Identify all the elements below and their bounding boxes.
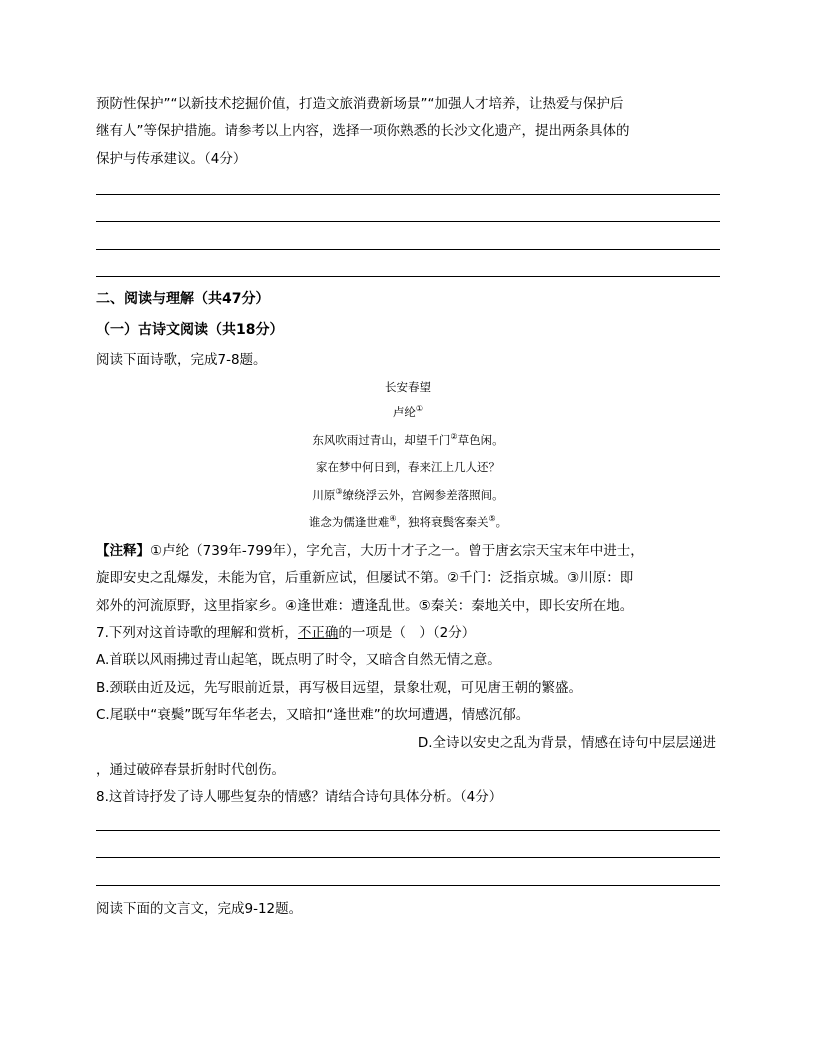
- answer-line[interactable]: [96, 857, 720, 858]
- footnote-marker: ③: [335, 487, 343, 497]
- option-d-line-2[interactable]: ，通过破碎春景折射时代创伤。: [96, 762, 285, 778]
- notes-line-3: 郊外的河流原野，这里指家乡。④逢世难：遭逢乱世。⑤秦关：秦地关中，即长安所在地。: [96, 598, 634, 614]
- notes-label: 【注释】: [96, 543, 150, 559]
- poem-line-4: [0, 514, 816, 530]
- question-7-stem: [96, 624, 475, 642]
- notes-text: ①卢纶（739年-799年），字允言，大历十才子之一。曾于唐玄宗天宝末年中进士，: [150, 543, 644, 559]
- question-8-stem: 8.这首诗抒发了诗人哪些复杂的情感？请结合诗句具体分析。（4分）: [96, 789, 503, 805]
- poem-line-text: 东风吹雨过青山，却望千门: [312, 433, 451, 447]
- footnote-marker: ①: [415, 404, 424, 414]
- answer-line[interactable]: [96, 885, 720, 886]
- poem-instruction: 阅读下面诗歌，完成7-8题。: [96, 352, 267, 368]
- notes-line-1: [96, 542, 644, 560]
- footnote-marker: ④: [389, 514, 397, 524]
- poem-line-text: 缭绕浮云外，宫阙参差落照间。: [342, 488, 504, 502]
- footnote-marker: ②: [450, 432, 458, 442]
- notes-line-2: 旋即安史之乱爆发，未能为官，后重新应试，但屡试不第。②千门：泛指京城。③川原：即: [96, 570, 634, 586]
- poem-author-name: 卢纶: [392, 405, 416, 419]
- intro-line-2: 继有人”等保护措施。请参考以上内容，选择一项你熟悉的长沙文化遗产，提出两条具体的: [96, 123, 630, 139]
- footnote-marker: ⑤: [488, 514, 496, 524]
- poem-author: [0, 404, 816, 420]
- poem-line-text: 川原: [312, 488, 336, 502]
- section-heading: 二、阅读与理解（共47分）: [96, 291, 270, 307]
- next-instruction: 阅读下面的文言文，完成9-12题。: [96, 901, 303, 917]
- answer-line[interactable]: [96, 249, 720, 250]
- answer-line[interactable]: [96, 830, 720, 831]
- question-text: 的一项是（ ）（2分）: [338, 625, 476, 641]
- answer-line[interactable]: [96, 221, 720, 222]
- question-text: 7.下列对这首诗歌的理解和赏析，: [96, 625, 298, 641]
- subsection-heading: （一）古诗文阅读（共18分）: [96, 322, 284, 338]
- poem-line-text: 。: [495, 515, 508, 529]
- poem-line-text: 草色闲。: [457, 433, 504, 447]
- poem-line-text: 谁念为儒逢世难: [308, 515, 390, 529]
- emphasis-underlined: 不正确: [297, 625, 339, 641]
- poem-line-1: [0, 432, 816, 448]
- option-a[interactable]: A.首联以风雨拂过青山起笔，既点明了时令，又暗含自然无情之意。: [96, 652, 501, 668]
- answer-line[interactable]: [96, 194, 720, 195]
- answer-line[interactable]: [96, 276, 720, 277]
- intro-line-3: 保护与传承建议。（4分）: [96, 151, 247, 167]
- poem-line-2: 家在梦中何日到，春来江上几人还？: [316, 460, 500, 474]
- poem-line-3: [0, 487, 816, 503]
- option-b[interactable]: B.颈联由近及远，先写眼前近景，再写极目远望，景象壮观，可见唐王朝的繁盛。: [96, 680, 583, 696]
- poem-title: 长安春望: [385, 380, 431, 394]
- intro-line-1: 预防性保护”“以新技术挖掘价值，打造文旅消费新场景”“加强人才培养，让热爱与保护后: [96, 96, 624, 112]
- option-d-line-1[interactable]: D.全诗以安史之乱为背景，情感在诗句中层层递进: [417, 735, 716, 751]
- option-c[interactable]: C.尾联中“衰鬓”既写年华老去，又暗扣“逢世难”的坎坷遭遇，情感沉郁。: [96, 707, 530, 723]
- poem-line-text: ，独将衰鬓客秦关: [396, 515, 489, 529]
